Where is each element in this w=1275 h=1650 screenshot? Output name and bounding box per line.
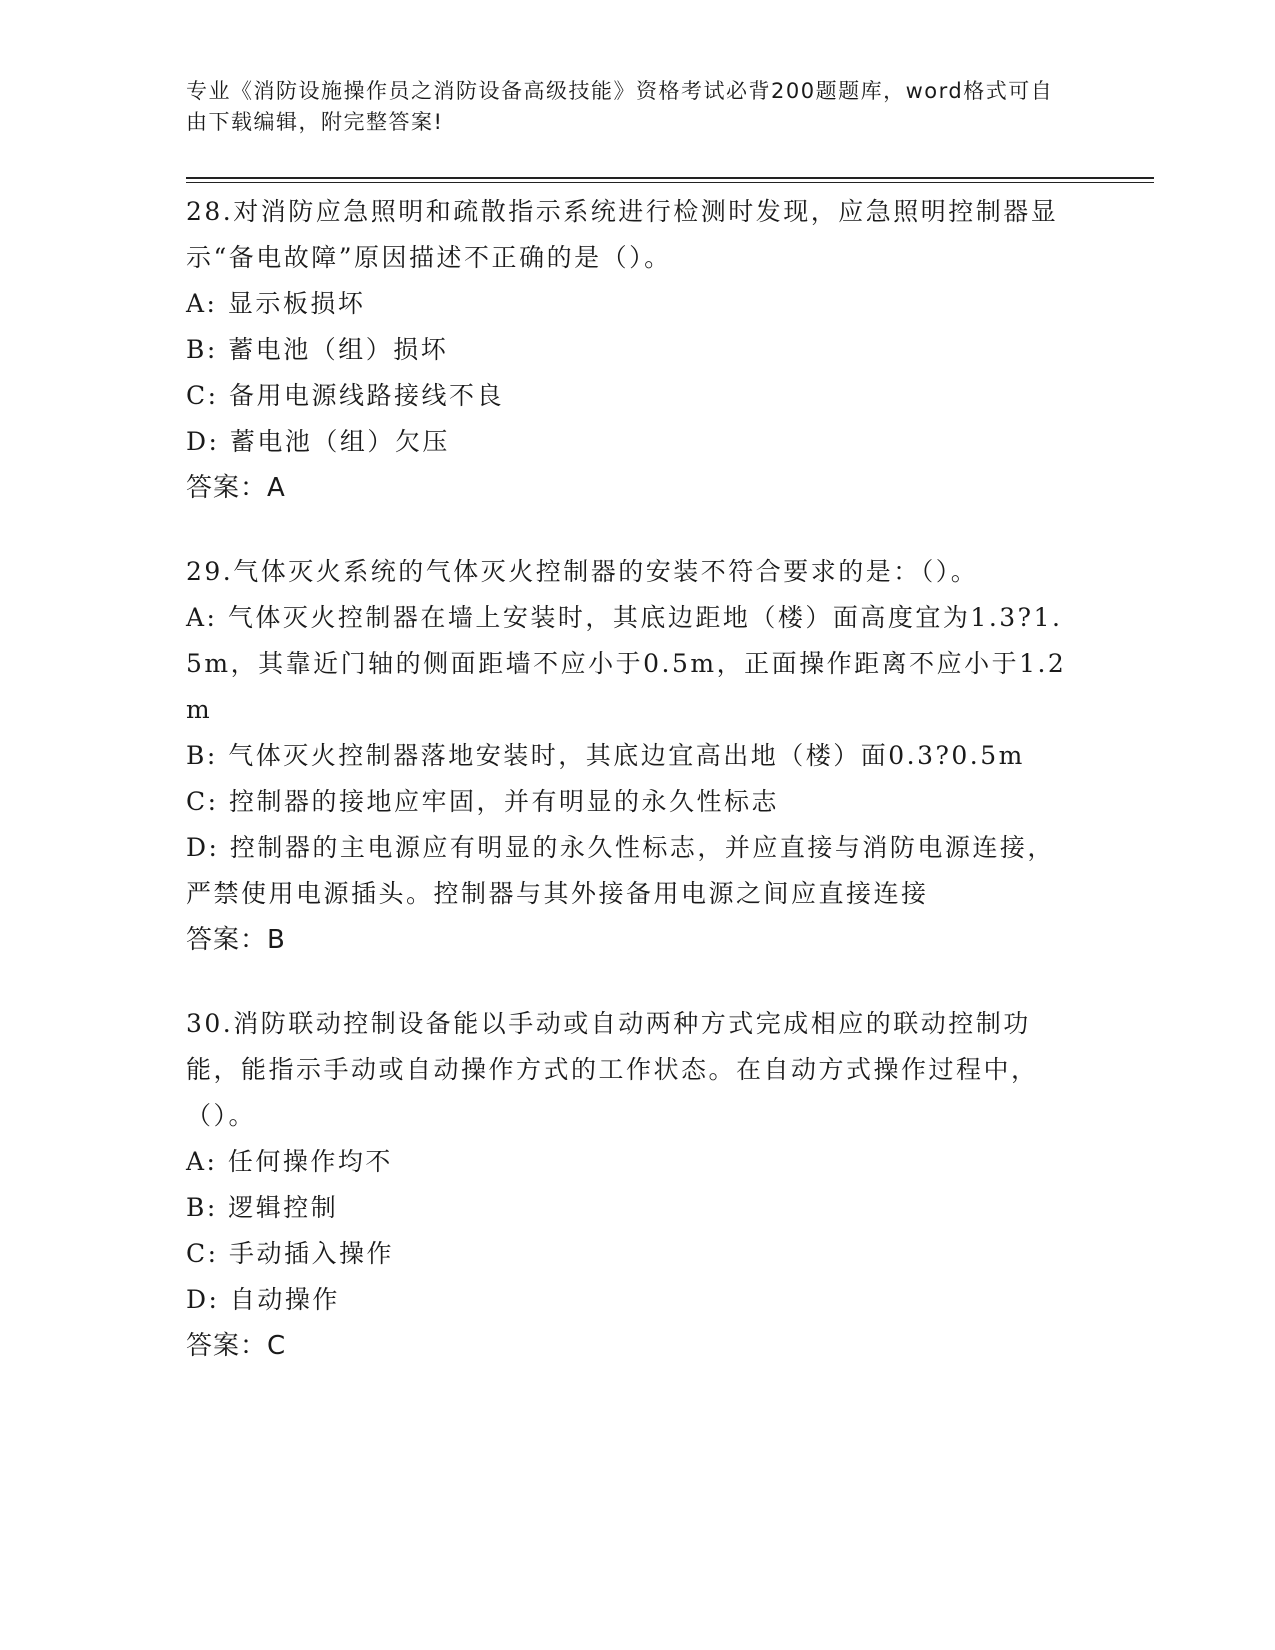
document-header-intro: 专业《消防设施操作员之消防设备高级技能》资格考试必背200题题库，word格式可自由下载编辑，附完整答案! bbox=[186, 79, 1054, 134]
answer-key: 答案：B bbox=[186, 925, 286, 955]
option-b: B: 气体灭火控制器落地安装时，其底边宜高出地（楼）面0.3?0.5m bbox=[186, 741, 1025, 770]
answer-key: 答案：A bbox=[186, 473, 286, 503]
option-a: A: 任何操作均不 bbox=[186, 1147, 393, 1176]
question-30 bbox=[186, 1001, 1076, 1369]
answer-key: 答案：C bbox=[186, 1331, 287, 1361]
question-stem: 29.气体灭火系统的气体灭火控制器的安装不符合要求的是：（）。 bbox=[186, 557, 979, 586]
question-list bbox=[186, 189, 1076, 1407]
option-b: B: 蓄电池（组）损坏 bbox=[186, 335, 449, 364]
option-b: B: 逻辑控制 bbox=[186, 1193, 339, 1222]
question-stem: 30.消防联动控制设备能以手动或自动两种方式完成相应的联动控制功能，能指示手动或自动操作方式的工作状态。在自动方式操作过程中，（）。 bbox=[186, 1009, 1039, 1130]
option-c: C: 备用电源线路接线不良 bbox=[186, 381, 504, 410]
question-29 bbox=[186, 549, 1076, 963]
question-28 bbox=[186, 189, 1076, 511]
option-d: D: 控制器的主电源应有明显的永久性标志，并应直接与消防电源连接，严禁使用电源插头。控制器与其外接备用电源之间应直接连接 bbox=[186, 833, 1055, 908]
option-d: D: 自动操作 bbox=[186, 1285, 340, 1314]
option-a: A: 显示板损坏 bbox=[186, 289, 366, 318]
question-stem: 28.对消防应急照明和疏散指示系统进行检测时发现，应急照明控制器显示“备电故障”原因描述不正确的是（）。 bbox=[186, 197, 1059, 272]
option-a: A: 气体灭火控制器在墙上安装时，其底边距地（楼）面高度宜为1.3?1.5m，其靠近门轴的侧面距墙不应小于0.5m，正面操作距离不应小于1.2m bbox=[186, 603, 1067, 724]
option-d: D: 蓄电池（组）欠压 bbox=[186, 427, 450, 456]
option-c: C: 控制器的接地应牢固，并有明显的永久性标志 bbox=[186, 787, 779, 816]
header-divider-thick bbox=[186, 177, 1154, 179]
header-divider-thin bbox=[186, 182, 1154, 183]
option-c: C: 手动插入操作 bbox=[186, 1239, 394, 1268]
